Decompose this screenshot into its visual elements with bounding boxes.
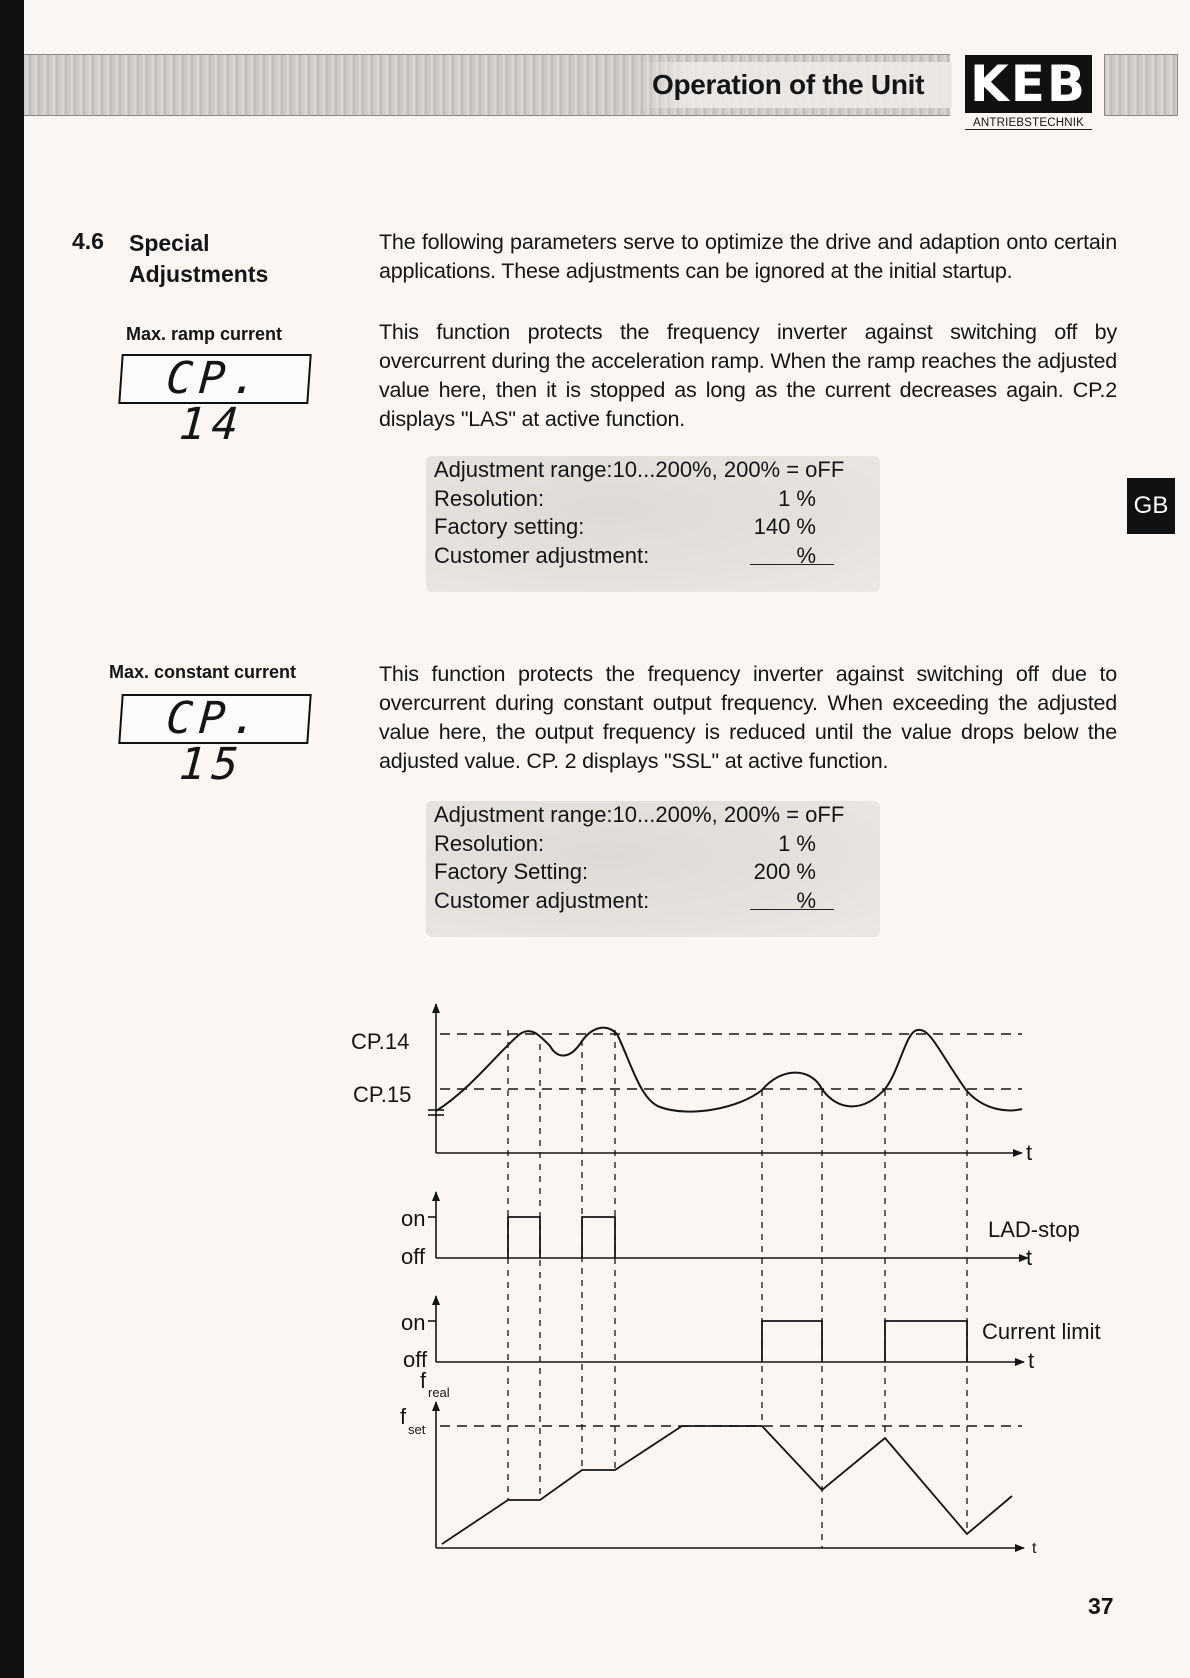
header-title: Operation of the Unit [640,62,952,108]
spec-value: 1 % [778,485,816,511]
current-limit-label: Current limit [982,1319,1101,1344]
lad-stop-pulse [582,1217,615,1258]
current-curve [436,1028,1022,1112]
spec-label: Resolution: [434,830,545,856]
spec-label: Resolution: [434,485,545,511]
ramp-current-label: Max. ramp current [126,324,283,344]
cp14-display: CP. 14 [118,354,311,404]
spec-label: Adjustment range:10...200%, 200% = oFF [434,802,845,827]
constant-current-description: This function protects the frequency inverter against switching off due to overcurrent during constant output frequency. When exceeding the adjusted value here, the output frequency is reduced until the value drops below the adjusted value. CP. 2 displays "SSL" at active function. [379,662,1117,773]
spec-label: Factory setting: [434,514,585,539]
cp15-level-label: CP.15 [353,1082,412,1107]
time-axis-label: t [1028,1348,1035,1373]
cp14-level-label: CP.14 [351,1029,410,1054]
current-limit-pulse [762,1321,822,1362]
keb-logo: KEB [965,55,1092,113]
limit-on-label: on [401,1310,426,1335]
section-number: 4.6 [72,228,104,254]
time-axis-label: t [1026,1140,1033,1165]
section-title-line1: Special [129,230,210,256]
f-real-curve [442,1426,1012,1544]
f-set-symbol: f [400,1404,407,1429]
spec-value: % [796,542,816,568]
f-real-symbol: f [420,1368,427,1393]
limit-off-label: off [403,1347,428,1372]
ramp-current-description: This function protects the frequency inverter against switching off by overcurrent during the acceleration ramp. When the ramp reaches the adjusted value here, then it is stopped as long as the current decreases again. CP.2 displays "LAS" at active function. [379,320,1117,431]
spec-label: Adjustment range:10...200%, 200% = oFF [434,457,845,482]
spec-value: 200 % [753,859,816,884]
spec-value: 140 % [753,514,816,539]
time-axis-label: t [1032,1540,1037,1557]
f-set-subscript: set [408,1422,426,1437]
spec-value: 1 % [778,830,816,856]
spec-label: Customer adjustment: [434,542,650,568]
cp15-display: CP. 15 [118,694,311,744]
lad-on-label: on [401,1206,426,1231]
intro-paragraph: The following parameters serve to optimize the drive and adaption onto certain applications. These adjustments can be ignored at the initial startup. [379,230,1117,283]
current-limit-pulse [885,1321,967,1362]
logo-subtitle: ANTRIEBSTECHNIK [965,117,1092,130]
page-number: 37 [1088,1593,1114,1619]
f-real-subscript: real [428,1385,450,1400]
constant-current-label: Max. constant current [109,662,297,682]
language-tab: GB [1127,478,1175,534]
lad-stop-pulse [508,1217,540,1258]
spec-value: % [796,887,816,913]
section-title-line2: Adjustments [129,261,269,287]
lad-off-label: off [401,1244,426,1269]
time-axis-label: t [1026,1245,1033,1270]
lad-stop-label: LAD-stop [988,1217,1080,1242]
spec-label: Customer adjustment: [434,887,650,913]
spec-label: Factory Setting: [434,859,589,884]
